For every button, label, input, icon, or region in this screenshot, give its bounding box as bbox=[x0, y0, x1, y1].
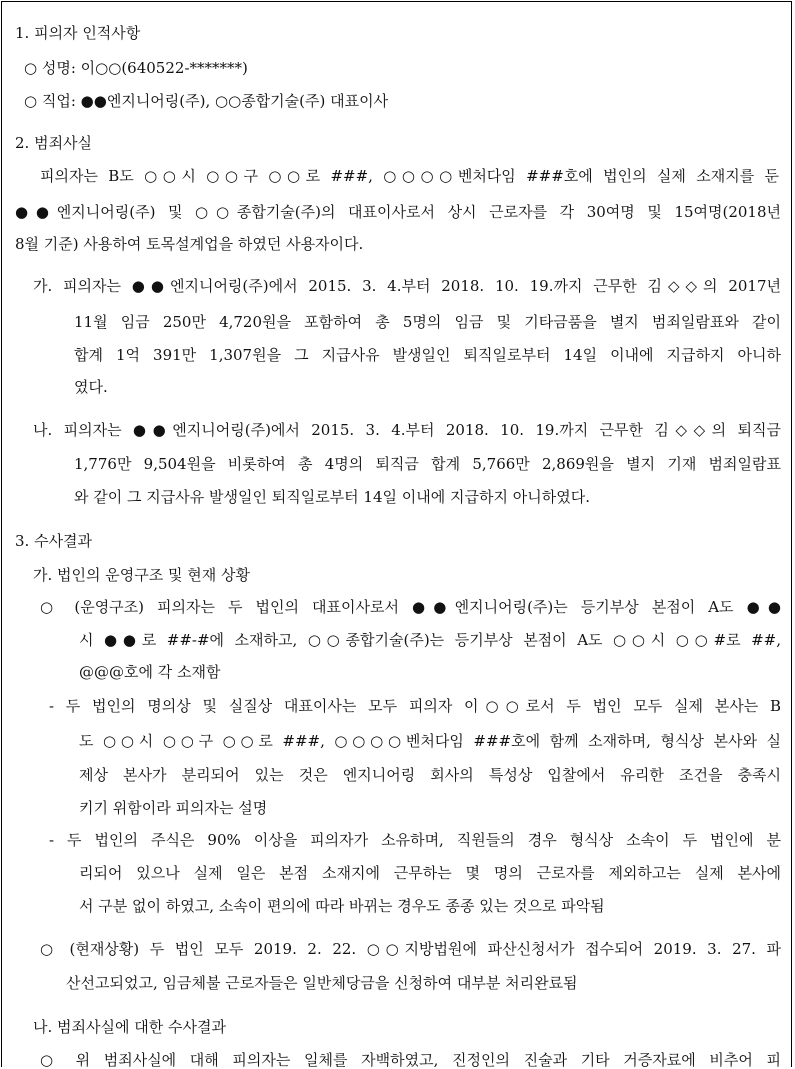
suspect-occupation: ○ 직업: ●●엔지니어링(주), ○○종합기술(주) 대표이사 bbox=[24, 92, 389, 110]
fact-ga-line-2: 11월 임금 250만 4,720원을 포함하여 총 5명의 임금 및 기타금품을 별지 범죄일람표와 같이 bbox=[74, 313, 781, 331]
fact-na-line-3: 와 같이 그 지급사유 발생일인 퇴직일로부터 14일 이내에 지급하지 아니하였다. bbox=[74, 488, 590, 506]
crime-facts-line-2: ●●엔지니어링(주) 및 ○○종합기술(주)의 대표이사로서 상시 근로자를 각 30여명 및 15여명(2018년 bbox=[15, 203, 781, 221]
operation-structure-line-3: @@@호에 각 소재함 bbox=[79, 663, 221, 681]
fact-na-line-2: 1,776만 9,504원을 비롯하여 총 4명의 퇴직금 합계 5,766만 2,869원을 별지 기재 범죄일람표 bbox=[74, 455, 781, 473]
crime-facts-line-3: 8월 기준) 사용하여 토목설계업을 하였던 사용자이다. bbox=[15, 235, 364, 253]
investigation-result-line-1: ○ 위 범죄사실에 대해 피의자는 일체를 자백하였고, 진정인의 진술과 기타 거증자료에 비추어 피 bbox=[40, 1051, 781, 1067]
subsection-ga-heading: 가. 법인의 운영구조 및 현재 상황 bbox=[33, 566, 250, 584]
current-status-line-2: 산선고되었고, 임금체불 근로자들은 일반체당금을 신청하여 대부분 처리완료됨 bbox=[66, 974, 578, 992]
fact-ga-line-4: 였다. bbox=[74, 378, 108, 396]
detail-2-line-1: - 두 법인의 주식은 90% 이상을 피의자가 소유하며, 직원들의 경우 형식상 소속이 두 법인에 분 bbox=[49, 831, 781, 849]
section-1-heading: 1. 피의자 인적사항 bbox=[15, 24, 141, 42]
subsection-na-heading: 나. 범죄사실에 대한 수사결과 bbox=[33, 1018, 226, 1036]
crime-facts-line-1: 피의자는 B도 ○○시 ○○구 ○○로 ###, ○○○○벤처다임 ###호에 법인의 실제 소재지를 둔 bbox=[40, 167, 779, 185]
detail-1-line-2: 도 ○○시 ○○구 ○○로 ###, ○○○○벤처다임 ###호에 함께 소재하며, 형식상 본사와 실 bbox=[79, 732, 781, 750]
detail-1-line-4: 키기 위함이라 피의자는 설명 bbox=[79, 799, 268, 817]
document-page bbox=[1, 1, 792, 1067]
operation-structure-line-2: 시 ●●로 ##-#에 소재하고, ○○종합기술(주)는 등기부상 본점이 A도 ○○시 ○○#로 ##, bbox=[79, 631, 781, 649]
fact-ga-line-1: 가. 피의자는 ●●엔지니어링(주)에서 2015. 3. 4.부터 2018. 10. 19.까지 근무한 김◇◇의 2017년 bbox=[33, 277, 781, 295]
detail-1-line-1: - 두 법인의 명의상 및 실질상 대표이사는 모두 피의자 이○○로서 두 법인 모두 실제 본사는 B bbox=[49, 697, 781, 715]
fact-ga-line-3: 합계 1억 391만 1,307원을 그 지급사유 발생일인 퇴직일로부터 14일 이내에 지급하지 아니하 bbox=[74, 346, 781, 364]
current-status-line-1: ○ (현재상황) 두 법인 모두 2019. 2. 22. ○○지방법원에 파산신청서가 접수되어 2019. 3. 27. 파 bbox=[40, 940, 781, 958]
fact-na-line-1: 나. 피의자는 ●●엔지니어링(주)에서 2015. 3. 4.부터 2018. 10. 19.까지 근무한 김◇◇의 퇴직금 bbox=[33, 421, 781, 439]
section-2-heading: 2. 범죄사실 bbox=[15, 134, 93, 152]
suspect-name: ○ 성명: 이○○(640522-*******) bbox=[24, 59, 248, 77]
detail-2-line-2: 리되어 있으나 실제 일은 본점 소재지에 근무하는 몇 명의 근로자를 제외하고는 실제 본사에 bbox=[79, 864, 781, 882]
operation-structure-line-1: ○ (운영구조) 피의자는 두 법인의 대표이사로서 ●●엔지니어링(주)는 등기부상 본점이 A도 ●● bbox=[40, 598, 781, 616]
detail-2-line-3: 서 구분 없이 하였고, 소속이 편의에 따라 바뀌는 경우도 종종 있는 것으로 파악됨 bbox=[79, 897, 605, 915]
section-3-heading: 3. 수사결과 bbox=[15, 532, 93, 550]
detail-1-line-3: 제상 본사가 분리되어 있는 것은 엔지니어링 회사의 특성상 입찰에서 유리한 조건을 충족시 bbox=[79, 766, 781, 784]
